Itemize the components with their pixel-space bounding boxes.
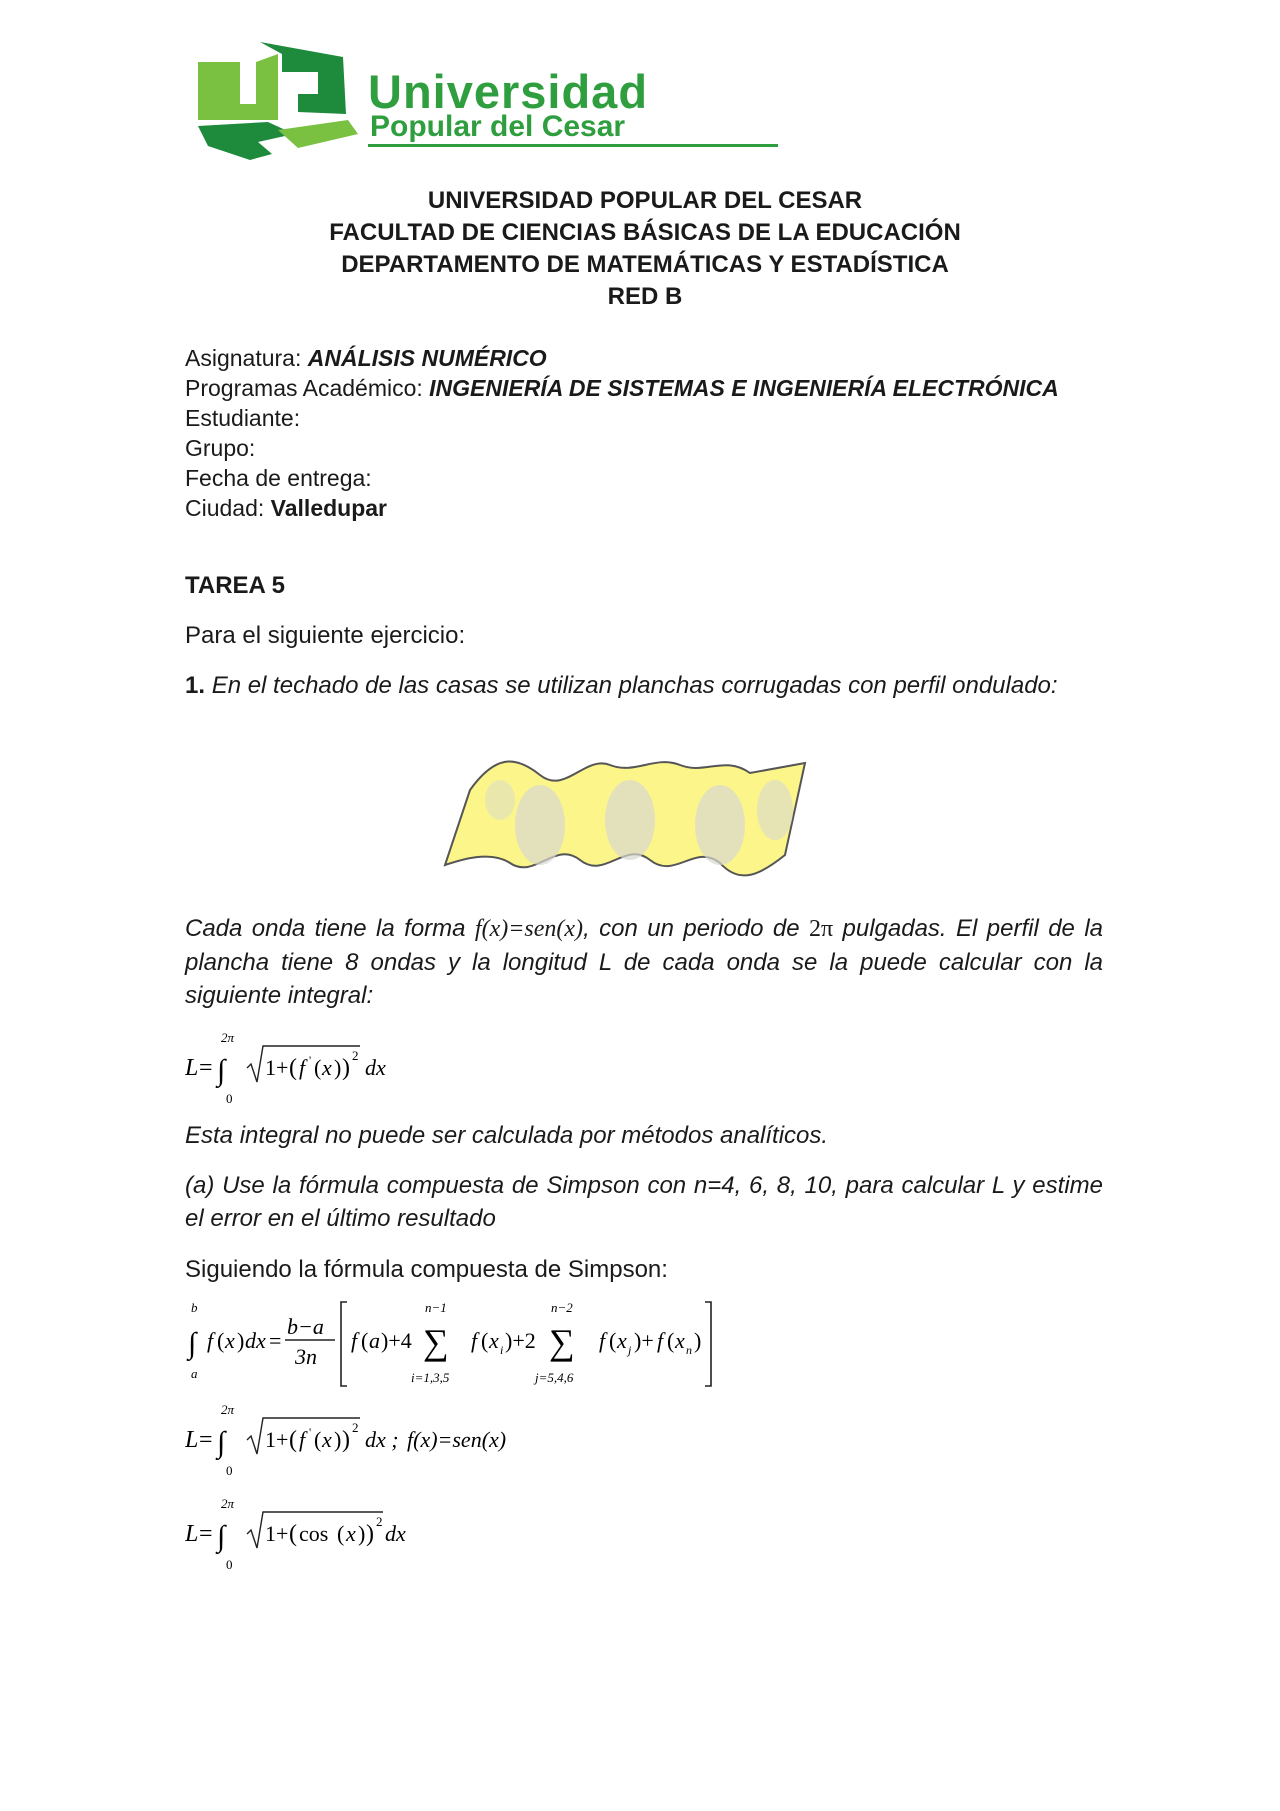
ciudad-row xyxy=(185,493,1105,523)
svg-text:x: x xyxy=(346,1521,356,1546)
svg-text:): ) xyxy=(358,1521,366,1546)
programa-value: INGENIERÍA DE SISTEMAS E INGENIERÍA ELECTRÓNICA xyxy=(429,375,1059,401)
logo-rule xyxy=(368,144,778,147)
svg-text:)+: )+ xyxy=(634,1328,654,1353)
task-intro: Para el siguiente ejercicio: xyxy=(185,622,466,649)
svg-text:L: L xyxy=(185,1427,199,1453)
svg-text:): ) xyxy=(237,1328,245,1353)
simpson-lower-limit: a xyxy=(191,1366,198,1381)
university-logo xyxy=(198,42,778,162)
lower-limit: 0 xyxy=(226,1091,233,1106)
svg-text:2: 2 xyxy=(352,1420,359,1435)
sum1-upper: n−1 xyxy=(425,1300,447,1315)
desc-function: f(x)=sen(x) xyxy=(474,916,584,942)
lower-limit: 0 xyxy=(226,1557,233,1572)
simpson-upper-limit: b xyxy=(191,1300,198,1315)
asignatura-label: Asignatura: xyxy=(185,345,302,371)
svg-text:f: f xyxy=(351,1328,358,1353)
wave-description xyxy=(185,912,1103,1012)
svg-text:(: ( xyxy=(481,1328,489,1353)
svg-text:dx: dx xyxy=(245,1328,266,1353)
integral-note: Esta integral no puede ser calculada por métodos analíticos. xyxy=(185,1122,829,1149)
svg-text:∑: ∑ xyxy=(549,1322,575,1362)
asignatura-value: ANÁLISIS NUMÉRICO xyxy=(307,345,547,371)
svg-text:(: ( xyxy=(289,1055,297,1081)
logo-title: Universidad xyxy=(368,65,649,118)
svg-text:x: x xyxy=(489,1328,499,1353)
svg-text:a: a xyxy=(369,1328,380,1353)
svg-text:(: ( xyxy=(337,1521,345,1546)
svg-text:(: ( xyxy=(289,1521,297,1547)
svg-text:): ) xyxy=(334,1427,342,1452)
upper-limit: 2π xyxy=(221,1402,235,1417)
header-line-4: RED B xyxy=(607,283,683,310)
svg-text:(: ( xyxy=(289,1427,297,1453)
svg-text:(: ( xyxy=(314,1427,322,1452)
svg-text:∫: ∫ xyxy=(217,1426,226,1459)
desc-part-2: , con un periodo de xyxy=(583,915,800,942)
svg-text:∑: ∑ xyxy=(423,1322,449,1362)
svg-text:∫: ∫ xyxy=(217,1520,226,1553)
svg-text:j: j xyxy=(628,1343,632,1357)
svg-text:1+: 1+ xyxy=(265,1427,289,1452)
svg-text:∫: ∫ xyxy=(188,1327,197,1360)
svg-text:dx ;: dx ; xyxy=(365,1427,399,1452)
exercise-statement xyxy=(185,669,1103,702)
desc-part-1: Cada onda tiene la forma xyxy=(185,915,466,942)
course-info xyxy=(185,343,1105,523)
upper-limit: 2π xyxy=(221,1030,235,1045)
logo-subtitle: Popular del Cesar xyxy=(370,110,626,143)
function-definition: f(x)=sen(x) xyxy=(407,1427,507,1452)
svg-text:=: = xyxy=(199,1521,213,1547)
logo-emblem-icon xyxy=(198,42,368,162)
ciudad-value: Valledupar xyxy=(270,495,387,521)
grupo-label: Grupo: xyxy=(185,435,256,461)
svg-text:(: ( xyxy=(314,1055,322,1080)
svg-text:x: x xyxy=(322,1427,332,1452)
header-line-3: DEPARTAMENTO DE MATEMÁTICAS Y ESTADÍSTICA xyxy=(341,251,949,278)
svg-text:n: n xyxy=(686,1343,692,1357)
svg-text:): ) xyxy=(694,1328,702,1353)
svg-text:): ) xyxy=(334,1055,342,1080)
fraction-numerator: b−a xyxy=(287,1314,324,1339)
programa-row xyxy=(185,373,1105,403)
part-a-text: (a) Use la fórmula compuesta de Simpson con n=4, 6, 8, 10, para calcular L y estime el error en el último resultado xyxy=(185,1172,1103,1232)
svg-text:i: i xyxy=(500,1343,504,1357)
arc-length-formula-2 xyxy=(185,1402,565,1487)
svg-text:x: x xyxy=(617,1328,627,1353)
svg-text:2: 2 xyxy=(352,1048,359,1063)
simpson-formula xyxy=(185,1298,785,1395)
svg-text:)+4: )+4 xyxy=(381,1328,412,1353)
exercise-text: En el techado de las casas se utilizan planchas corrugadas con perfil ondulado: xyxy=(211,672,1058,699)
svg-text:cos: cos xyxy=(299,1521,329,1546)
sum2-lower: j=5,4,6 xyxy=(535,1370,574,1385)
header-line-2: FACULTAD DE CIENCIAS BÁSICAS DE LA EDUCACIÓN xyxy=(329,219,961,246)
exercise-number: 1. xyxy=(185,672,206,699)
svg-text:): ) xyxy=(342,1055,350,1081)
svg-text:dx: dx xyxy=(385,1521,406,1546)
svg-text:(: ( xyxy=(609,1328,617,1353)
svg-text:=: = xyxy=(269,1328,282,1353)
svg-text:f: f xyxy=(299,1427,306,1452)
svg-text:1+: 1+ xyxy=(265,1055,289,1080)
corrugated-sheet-image xyxy=(440,755,810,885)
svg-text:L: L xyxy=(185,1521,199,1547)
fecha-label: Fecha de entrega: xyxy=(185,465,372,491)
sum1-lower: i=1,3,5 xyxy=(411,1370,450,1385)
svg-text:(: ( xyxy=(667,1328,675,1353)
svg-text:f: f xyxy=(299,1055,306,1080)
ciudad-label: Ciudad: xyxy=(185,495,265,521)
svg-text:(: ( xyxy=(361,1328,369,1353)
svg-text:': ' xyxy=(309,1425,312,1439)
svg-text:f: f xyxy=(657,1328,664,1353)
wave-sheet-icon xyxy=(440,755,810,885)
document-header xyxy=(185,185,1105,313)
fraction-denominator: 3n xyxy=(295,1344,317,1369)
header-line-1: UNIVERSIDAD POPULAR DEL CESAR xyxy=(427,187,863,214)
estudiante-label: Estudiante: xyxy=(185,405,301,431)
sum2-upper: n−2 xyxy=(551,1300,573,1315)
svg-text:(: ( xyxy=(217,1328,225,1353)
desc-part-3: pulgadas. El perfil de la plancha tiene 8 ondas y la longitud L de cada onda se la puede calcular con la siguiente integral: xyxy=(185,915,1103,1009)
svg-text:2: 2 xyxy=(376,1514,383,1529)
lower-limit: 0 xyxy=(226,1463,233,1478)
svg-text:∫: ∫ xyxy=(217,1054,226,1087)
simpson-intro: Siguiendo la fórmula compuesta de Simpson: xyxy=(185,1256,668,1283)
svg-text:=: = xyxy=(199,1055,213,1081)
task-title: TAREA 5 xyxy=(185,572,286,599)
arc-length-formula-3 xyxy=(185,1496,445,1581)
desc-period: 2π xyxy=(808,916,834,942)
asignatura-row xyxy=(185,343,1105,373)
upper-limit: 2π xyxy=(221,1496,235,1511)
svg-text:x: x xyxy=(675,1328,685,1353)
svg-text:=: = xyxy=(199,1427,213,1453)
programa-label: Programas Académico: xyxy=(185,375,423,401)
svg-text:f: f xyxy=(471,1328,478,1353)
svg-text:): ) xyxy=(342,1427,350,1453)
svg-text:dx: dx xyxy=(365,1055,386,1080)
svg-text:)+2: )+2 xyxy=(505,1328,536,1353)
svg-text:): ) xyxy=(366,1521,374,1547)
svg-text:x: x xyxy=(225,1328,235,1353)
svg-text:f: f xyxy=(599,1328,606,1353)
svg-text:1+: 1+ xyxy=(265,1521,289,1546)
arc-length-formula-1 xyxy=(185,1030,425,1115)
svg-text:L: L xyxy=(185,1055,199,1081)
svg-text:x: x xyxy=(322,1055,332,1080)
svg-text:': ' xyxy=(309,1053,312,1067)
svg-text:f: f xyxy=(207,1328,214,1353)
